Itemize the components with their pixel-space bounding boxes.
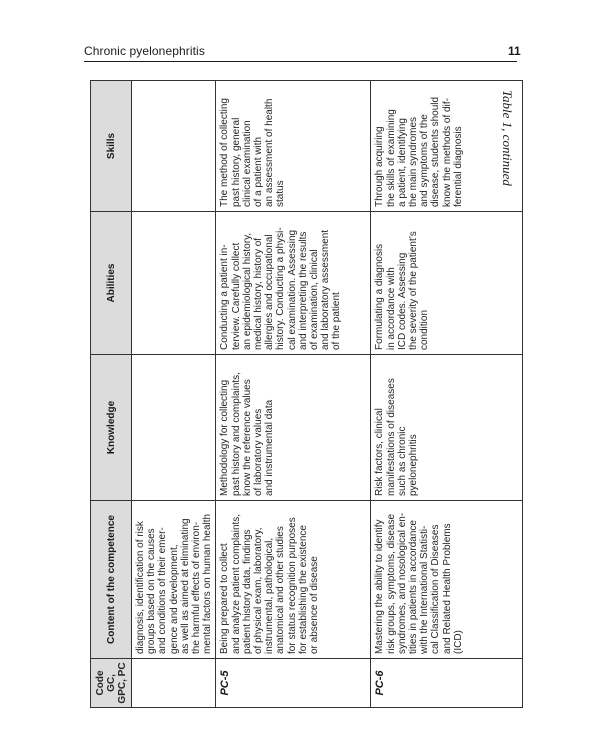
row-code: [132, 659, 216, 708]
row-knowledge: Methodology for collecting past history and complaints, know the reference values of laboratory values and instrumental data: [216, 355, 371, 501]
column-header-skills: Skills: [91, 81, 132, 212]
row-skills: [132, 81, 216, 212]
table-row: [371, 81, 523, 708]
table-row: [132, 81, 216, 708]
column-header-content: Content of the competence: [91, 501, 132, 659]
table-caption: Table 1, continued: [500, 90, 515, 186]
row-knowledge: [132, 355, 216, 501]
row-code: PC-6: [371, 659, 523, 708]
row-abilities: Conducting a patient in- terview. Carefully collect an epidemiological history, medical history, history of allergies and occupational history. Conducting a physi- cal examination. Assessing and interpreting the results of examination, clinical and laboratory assessment of the patient: [216, 212, 371, 355]
row-skills: The method of collecting past history, general clinical examination of a patient with an assessment of health status: [216, 81, 371, 212]
running-title: Chronic pyelonephritis: [84, 44, 205, 58]
column-header-code: Code GC, GPC, PC: [91, 659, 132, 708]
row-skills: Through acquiring the skills of examining a patient, identifying the main syndromes and symptoms of the disease, students should know the methods of dif- ferential diagnosis: [371, 81, 523, 212]
column-header-knowledge: Knowledge: [91, 355, 132, 501]
row-content: Being prepared to collect and analyze patient complaints, patient history data, findings of physical exam, laboratory, instrumental, pathological, anatomical and other studies for status recognition purposes for establishing the existence or absence of disease: [216, 501, 371, 659]
competence-table: [90, 80, 523, 708]
row-abilities: Formulating a diagnosis in accordance with ICD codes. Assessing the severity of the patient’s condition: [371, 212, 523, 355]
page-number: 11: [508, 44, 521, 58]
table-header-row: [91, 81, 132, 708]
row-knowledge: Risk factors, clinical manifestations of diseases such as chronic pyelonephritis: [371, 355, 523, 501]
header-rule: [84, 61, 517, 62]
row-code: PC-5: [216, 659, 371, 708]
row-content: Mastering the ability to identify risk groups, symptoms, disease syndromes, and nosological en- tities in patients in accordance with the International Statisti- cal Classification of Diseases and Related Health Problems (ICD): [371, 501, 523, 659]
column-header-abilities: Abilities: [91, 212, 132, 355]
row-content: diagnosis, identification of risk groups based on the causes and conditions of their emer- gence and development, as well as aimed at eliminating the harmful effects of environ- mental factors on human health: [132, 501, 216, 659]
competence-table-container: [90, 81, 505, 708]
row-abilities: [132, 212, 216, 355]
table-row: [216, 81, 371, 708]
